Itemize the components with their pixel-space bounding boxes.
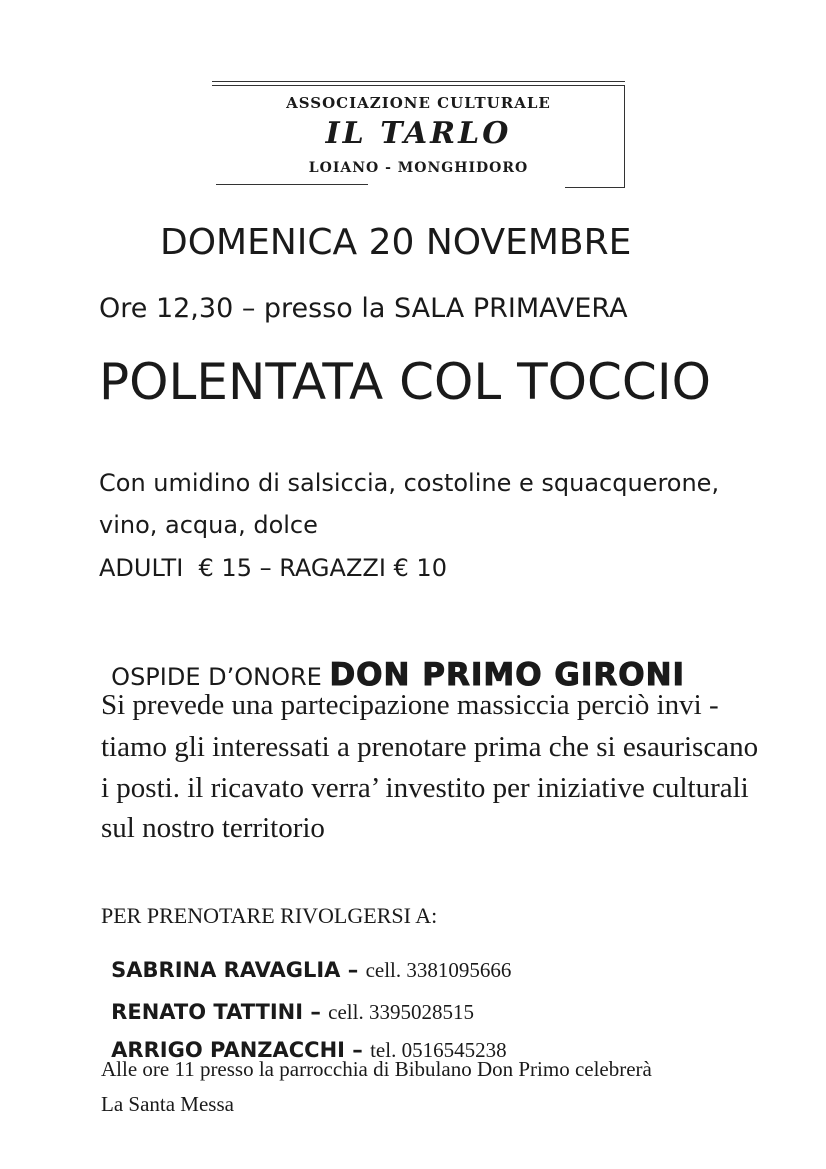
header-top-line: [212, 81, 625, 82]
contact-phone: cell. 3395028515: [328, 1000, 474, 1024]
contact-name: RENATO TATTINI –: [111, 1000, 329, 1024]
header-top-line-2: [212, 85, 625, 86]
menu-line-2: vino, acqua, dolce: [99, 511, 318, 539]
event-title: POLENTATA COL TOCCIO: [99, 353, 711, 411]
header-bottom-line-right: [565, 187, 625, 188]
mass-line-1: Alle ore 11 presso la parrocchia di Bibulano Don Primo celebrerà: [101, 1057, 652, 1081]
guest-line: [101, 638, 685, 693]
menu-prices: ADULTI € 15 – RAGAZZI € 10: [99, 554, 447, 582]
menu-line-1: Con umidino di salsiccia, costoline e squacquerone,: [99, 469, 720, 497]
contact-phone: tel. 0516545238: [370, 1038, 507, 1062]
notice-line-1: Si prevede una partecipazione massiccia perciò invi -: [101, 689, 719, 721]
notice-line-4: sul nostro territorio: [101, 812, 325, 844]
event-date: DOMENICA 20 NOVEMBRE: [160, 222, 632, 263]
guest-label: OSPIDE D’ONORE: [111, 663, 330, 691]
booking-heading: PER PRENOTARE RIVOLGERSI A:: [101, 903, 438, 928]
association-name: IL TARLO: [325, 116, 512, 151]
guest-name: DON PRIMO GIRONI: [329, 657, 686, 693]
header-bottom-line-left: [216, 184, 368, 185]
event-time-place: Ore 12,30 – presso la SALA PRIMAVERA: [99, 293, 628, 324]
association-location: LOIANO - MONGHIDORO: [308, 160, 529, 176]
association-label: ASSOCIAZIONE CULTURALE: [286, 94, 551, 112]
contact-name: SABRINA RAVAGLIA –: [111, 958, 366, 982]
notice-line-2: tiamo gli interessati a prenotare prima che si esauriscano: [101, 731, 759, 763]
mass-line-2: La Santa Messa: [101, 1092, 234, 1116]
contact-name: ARRIGO PANZACCHI –: [111, 1038, 371, 1062]
notice-line-3: i posti. il ricavato verra’ investito per iniziative culturali: [101, 772, 749, 804]
contact-row: [101, 939, 511, 983]
contact-phone: cell. 3381095666: [365, 958, 512, 982]
